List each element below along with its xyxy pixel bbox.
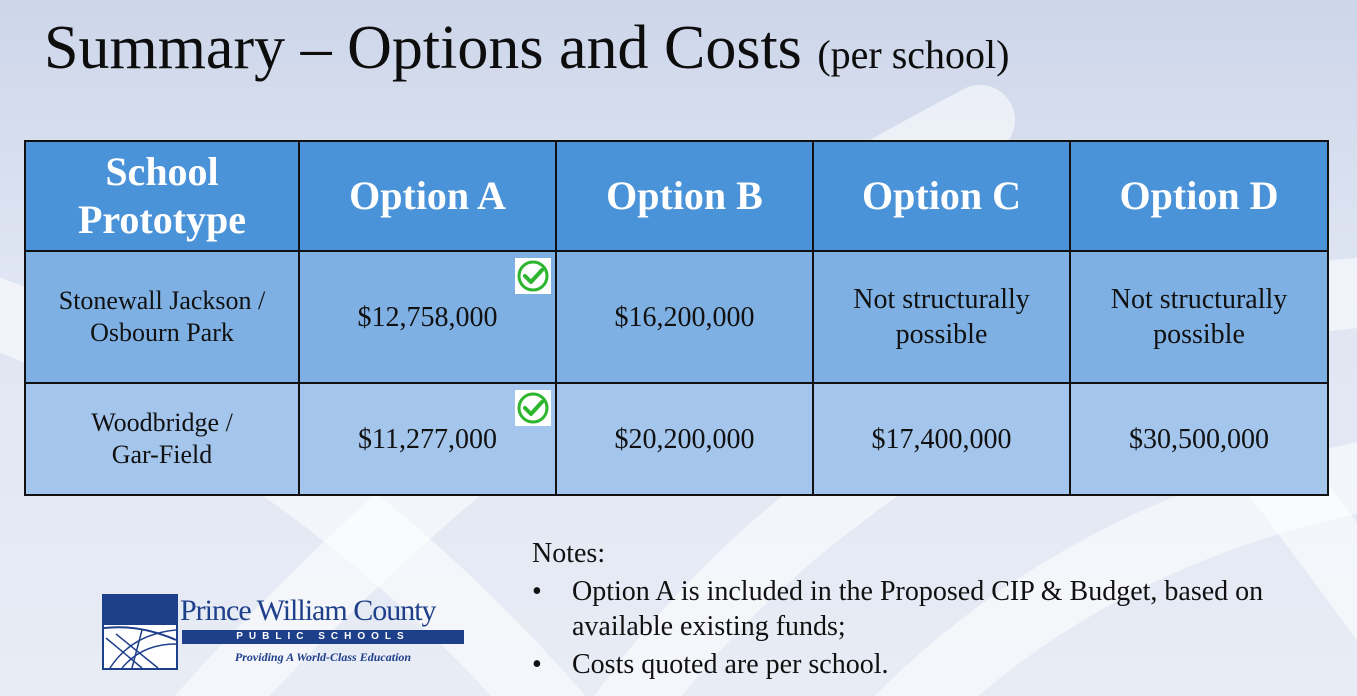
option-c-cost: Not structurally possible xyxy=(853,284,1030,350)
option-a-cost: $12,758,000 xyxy=(357,301,498,333)
cell-option-a xyxy=(299,251,556,383)
notes-heading: Notes: xyxy=(532,538,606,569)
cell-prototype xyxy=(25,251,299,383)
logo-subtitle: PUBLIC SCHOOLS xyxy=(182,630,464,644)
cell-prototype xyxy=(25,383,299,495)
logo-tagline: Providing A World-Class Education xyxy=(234,650,412,664)
option-d-cost: $30,500,000 xyxy=(1129,423,1269,455)
cell-option-b xyxy=(556,251,813,383)
header-option-b: Option B xyxy=(556,141,813,251)
title-main: Summary – Options and Costs xyxy=(44,14,802,82)
cell-option-c xyxy=(813,251,1070,383)
logo-name: Prince William County xyxy=(180,594,436,627)
prototype-label: Stonewall Jackson / Osbourn Park xyxy=(58,285,266,347)
notes-list xyxy=(532,574,1322,683)
option-a-cost: $11,277,000 xyxy=(358,423,497,455)
notes-section xyxy=(532,536,1322,684)
options-cost-table xyxy=(24,140,1329,496)
checkmark-icon xyxy=(515,258,551,294)
cell-option-b xyxy=(556,383,813,495)
header-option-c: Option C xyxy=(813,141,1070,251)
option-b-cost: $20,200,000 xyxy=(614,423,755,455)
header-option-d: Option D xyxy=(1070,141,1328,251)
slide-title xyxy=(44,14,1009,82)
table-header-row xyxy=(25,141,1328,251)
cell-option-c xyxy=(813,383,1070,495)
option-c-cost: $17,400,000 xyxy=(871,423,1012,455)
title-subtitle: (per school) xyxy=(817,32,1010,77)
note-text: Costs quoted are per school. xyxy=(572,648,889,680)
table-row xyxy=(25,251,1328,383)
prototype-label: Woodbridge / Gar-Field xyxy=(91,407,233,469)
option-b-cost: $16,200,000 xyxy=(614,301,755,333)
prince-william-county-logo xyxy=(102,594,472,670)
note-text: Option A is included in the Proposed CIP & Budget, based on available existing funds; xyxy=(572,575,1264,643)
globe-icon xyxy=(102,594,178,670)
cell-option-d xyxy=(1070,383,1328,495)
cell-option-a xyxy=(299,383,556,495)
cell-option-d xyxy=(1070,251,1328,383)
list-item xyxy=(532,647,1322,683)
header-school-prototype: School Prototype xyxy=(25,141,299,251)
checkmark-icon xyxy=(515,390,551,426)
list-item xyxy=(532,574,1322,645)
header-option-a: Option A xyxy=(299,141,556,251)
table-row xyxy=(25,383,1328,495)
option-d-cost: Not structurally possible xyxy=(1110,284,1288,350)
